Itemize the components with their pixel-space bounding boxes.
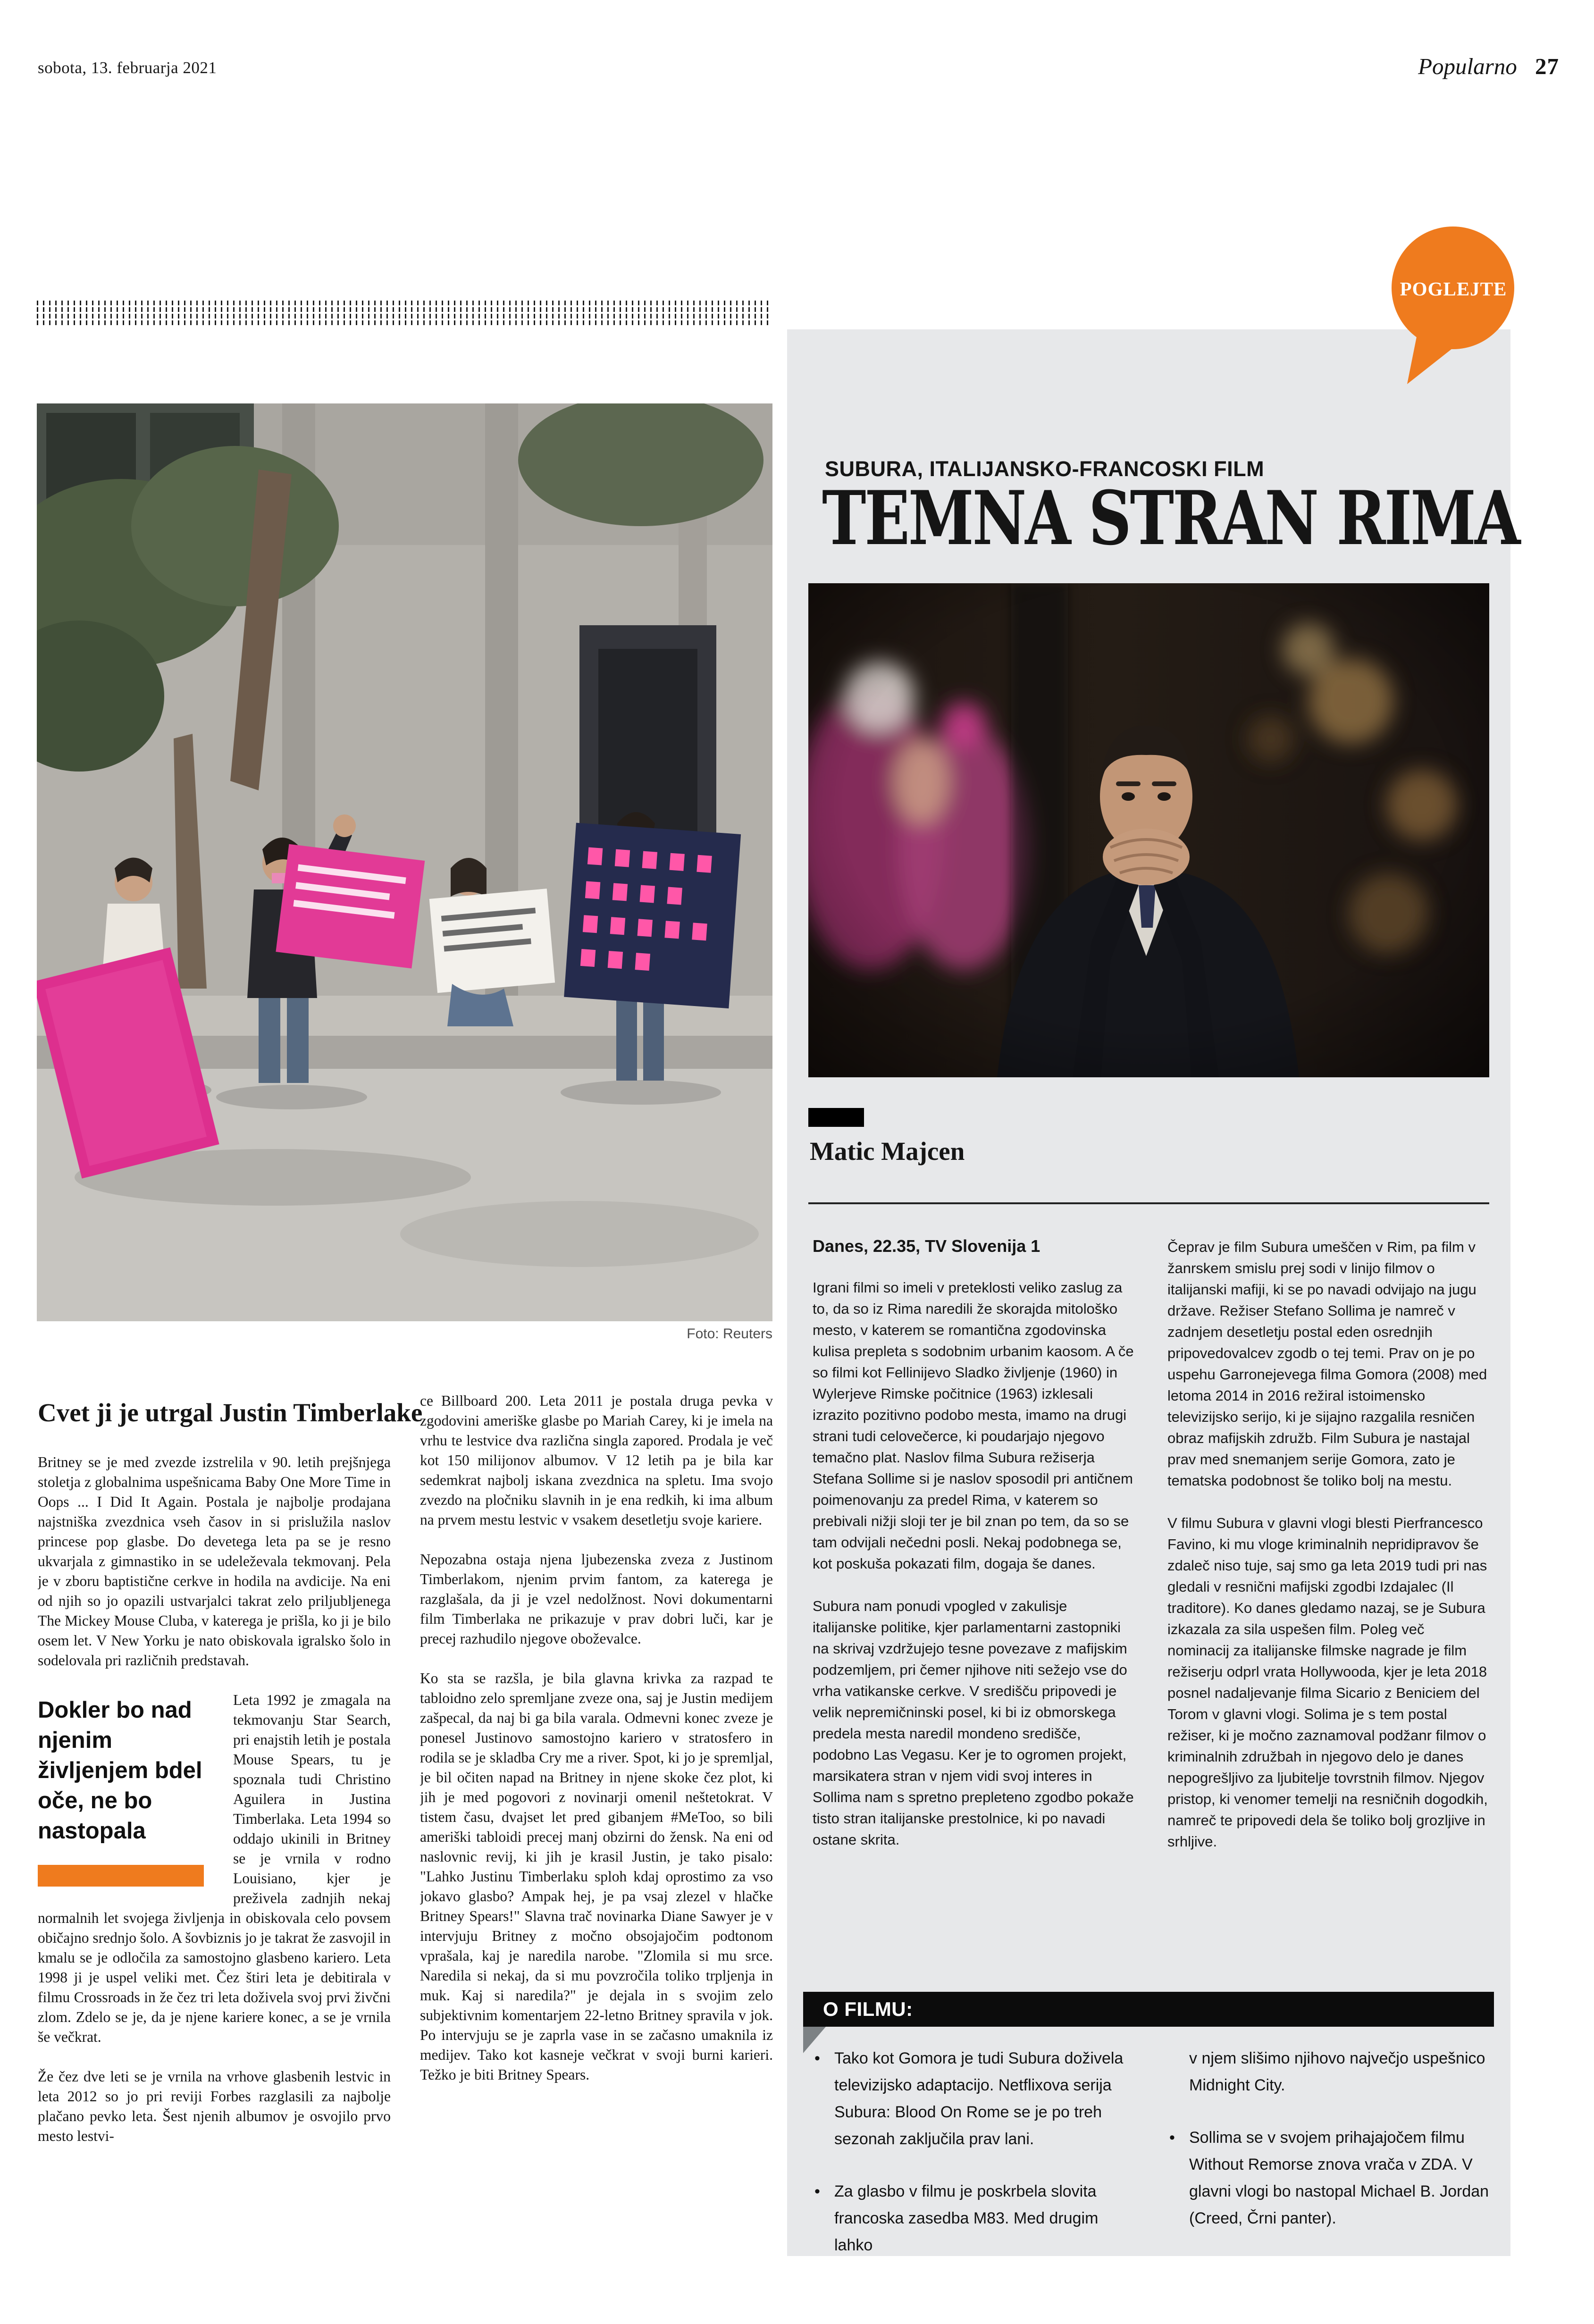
britney-column-1 — [38, 1452, 391, 2302]
about-bullet: • Tako kot Gomora je tudi Subura doživela televizijsko adaptacijo. Netflixova serija Subura: Blood On Rome se je po treh sezonah zaključila prav lani. — [813, 2045, 1140, 2153]
pogledjte-badge — [1388, 225, 1518, 395]
dotted-row — [37, 320, 773, 325]
pull-quote-orange-bar — [38, 1865, 204, 1887]
protest-photo-illustration — [37, 403, 772, 1321]
film-author: Matic Majcen — [810, 1137, 965, 1166]
dotted-row — [37, 307, 773, 312]
film-still-photo — [808, 583, 1489, 1077]
about-film-heading: O FILMU: — [823, 1998, 913, 2020]
film-still-illustration — [808, 583, 1489, 1077]
britney-paragraph-with-quote — [38, 1690, 391, 2047]
film-title: TEMNA STRAN RIMA — [822, 475, 1519, 562]
about-bullet: • Za glasbo v filmu je poskrbela slovita francoska zasedba M83. Med drugim lahko — [813, 2178, 1140, 2259]
britney-paragraph: Že čez dve leti se je vrnila na vrhove glasbenih lestvic in leta 2012 so jo pri reviji Forbes razglasili za najbolje plačano pevko leta. Šest njenih albumov je osvojilo prvo mesto lestvi- — [38, 2068, 391, 2144]
dotted-divider — [37, 301, 773, 327]
film-paragraph: Čeprav je film Subura umeščen v Rim, pa film v žanrskem smislu prej sodi v linijo filmov o italijanski mafiji, ki se po navadi odvijajo na jugu države. Režiser Stefano Sollima je namreč v zadnjem desetletju postal eden osrednjih pripovedovalcev zgodb o tej temi. Prav on je po uspehu Garronejevega filma Gomora (2008) med letoma 2014 in 2016 režiral istoimensko televizijsko serijo, ki je sijajno razgalila resničen obraz mafijskih združb. Film Subura je nastajal prav med snemanjem serije Gomora, zato je tematska podobnost še toliko bolj na mestu. — [1167, 1239, 1487, 1489]
pull-quote-text: Dokler bo nad njenim življenjem bdel oče, ne bo nastopala — [38, 1697, 202, 1844]
tv-schedule: Danes, 22.35, TV Slovenija 1 — [813, 1236, 1040, 1256]
britney-paragraph: Nepozabna ostaja njena ljubezenska zveza z Justinom Timberlakom, njenim prvim fantom, za katerega je razglašala, da ji je vzel nedolžnost. Novi dokumentarni film Timberlaka ne prikazuje v prav dobri luči, kar je precej razhudilo njegove oboževalce. — [420, 1551, 773, 1647]
britney-paragraph: ce Billboard 200. Leta 2011 je postala druga pevka v zgodovini ameriške glasbe po Mariah Carey, ki je imela na vrhu te lestvice dva različna singla zapored. Prodala je več kot 150 milijonov albumov. V 12 letih pa je bila kar sedemkrat najbolj iskana zvezdnica na spletu. Ima svojo zvezdo na pločniku slavnih in je ena redkih, ki ima album na prvem mestu lestvic v vsakem desetletju svoje kariere. — [420, 1393, 773, 1528]
about-bullet: • Sollima se v svojem prihajajočem filmu Without Remorse znova vrača v ZDA. V glavni vlogi bo nastopal Michael B. Jordan (Creed, Črni panter). — [1167, 2124, 1495, 2232]
dotted-row — [37, 301, 773, 305]
about-film-bar — [803, 1992, 1494, 2027]
about-column-2 — [1167, 2045, 1495, 2232]
britney-paragraph-text: Leta 1992 je zmagala na tekmovanju Star Search, pri enajstih letih je postala Mouse Spears, tu je spoznala tudi Christino Aguilera in Justina Timberlaka. Leta 1994 so oddajo ukinili in Britney se je vrnila v rodno Louisiano, kjer je preživela zadnjih nekaj normalnih let svojega življenja in obiskovala celo povsem običajno srednjo šolo. A šovbiznis jo je takrat že zasvojil in kmalu se je odločila za samostojno glasbeno kariero. Leta 1998 ji je uspel veliki met. Čez štiri leta je debitirala v filmu Crossroads in že čez tri leta doživela svoj prvi živčni zlom. Zdelo se je, da je njene kariere konec, a se je vrnila še večkrat. — [38, 1692, 391, 2045]
about-column-1 — [813, 2045, 1140, 2259]
pull-quote-block — [38, 1695, 217, 1887]
film-column-1 — [813, 1236, 1135, 1987]
about-bullet-continuation: v njem slišimo njihovo največjo uspešnico Midnight City. — [1189, 2049, 1485, 2094]
film-paragraph: V filmu Subura v glavni vlogi blesti Pierfrancesco Favino, ki mu vloge kriminalnih nepridipravov še zdaleč niso tuje, saj smo ga leta 2019 tudi pri nas gledali v resnični mafijski zgodbi Izdajalec (Il traditore). Ko danes gledamo nazaj, se je Subura izkazala za sila uspešen film. Poleg več nominacij za italijanske filmske nagrade je film režiserju odprl vrata Hollywooda, kjer je leta 2018 posnel nadaljevanje filma Sicario z Beniciem del Torom v glavni vlogi. Solima je s tem postal režiser, ki je močno zaznamoval podžanr filmov o kriminalnih združbah in njegovo delo je danes nepogrešljivo za ljubitelje tovrstnih filmov. Njegov pristop, ki venomer temelji na resničnih dogodkih, namreč te pripovedi dela še toliko bolj grozljive in srhljive. — [1167, 1515, 1488, 1850]
film-paragraph: Subura nam ponudi vpogled v zakulisje italijanske politike, kjer parlamentarni zastopniki na skrivaj vzdržujejo tesne povezave z mafijskim podzemljem, pri čemer njihove niti sežejo vse do vrha vatikanske cerkve. V središču pripovedi je velik nepremičninski posel, ki bi iz obmorskega predela mesta naredil mondeno središče, podobno Las Vegasu. Ker je to ogromen projekt, marsikatera stran v njem vidi svoj interes in Sollima nam s spretno prepleteno zgodbo pokaže tisto stran italijanske prestolnice, ki po navadi ostane skrita. — [813, 1598, 1134, 1848]
page-date: sobota, 13. februarja 2021 — [38, 59, 217, 77]
section-title: Popularno — [1418, 53, 1517, 79]
britney-paragraph: Ko sta se razšla, je bila glavna krivka za razpad te tabloidno zelo spremljane zveze ona, saj je Justin medijem zašpecal, da naj bi ga bila varala. Odmevni konec zveze je ponesel Justinovo samostojno kariero v stratosfero in rodila se je skladba Cry me a river. Spot, ki jo je spremljal, je bil očiten napad na Britney in njene skoke čez plot, ki jih je med pogovori z novinarji omenil neštetokrat. V tistem času, dvajset let pred gibanjem #MeToo, so bili ameriški tabloidi precej manj obzirni do žensk. Na eni od naslovnic revij, ki jih je krasil Justin, je tako pisalo: "Lahko Justinu Timberlaku sploh kdaj oprostimo za vso jokavo glasbo? Ampak hej, je pa vsaj zlezel v hlačke Britney Spears!" Slavna trač novinarka Diane Sawyer je v intervjuju Britney z močno obsojajočim podtonom vprašala, kaj je naredila narobe. "Zlomila si mu srce. Naredila si nekaj, da si mu povzročila toliko trpljenja in muk. Kaj si naredila?" je dejala in s svojim zelo subjektivnim komentarjem 22-letno Britney spravila v jok. Po intervjuju se je zaprla vase in se začasno umaknila iz medijev. Tako kot kasneje večkrat v svoji burni karieri. Težko je biti Britney Spears. — [420, 1670, 773, 2083]
badge-label: POGLEJTE — [1400, 278, 1507, 300]
speech-bubble-icon — [1388, 225, 1518, 395]
photo-credit: Foto: Reuters — [687, 1326, 772, 1342]
protest-photo — [37, 403, 772, 1321]
film-kicker: SUBURA, ITALIJANSKO-FRANCOSKI FILM — [825, 457, 1265, 481]
britney-column-2 — [420, 1391, 773, 2307]
britney-paragraph: Britney se je med zvezde izstrelila v 90. letih prejšnjega stoletja z globalnima uspešnicama Baby One More Time in Oops ... I Did It Again. Postala je najbolje prodajana najstniška zvezdnica vseh časov in si prislužila naslov princese pop glasbe. Do devetega leta pa se je resno ukvarjala z gimnastiko in se udeleževala tekmovanj. Pela je v zboru baptistične cerkve in hodila na avdicije. Na eni od njih so jo opazili ustvarjalci takrat zelo priljubljenega The Mickey Mouse Cluba, v katerega je prišla, ko ji je bilo osem let. V New Yorku je nato obiskovala igralsko šolo in sodelovala pri različnih predstavah. — [38, 1454, 391, 1669]
masthead — [1418, 53, 1559, 80]
byline-divider — [808, 1202, 1489, 1204]
dotted-row — [37, 314, 773, 319]
britney-headline: Cvet ji je utrgal Justin Timberlake — [38, 1398, 423, 1427]
author-marker-block — [808, 1108, 864, 1127]
page-number: 27 — [1535, 53, 1559, 79]
film-column-2 — [1167, 1236, 1490, 1987]
film-paragraph: Igrani filmi so imeli v preteklosti veliko zaslug za to, da so iz Rima naredili že skorajda mitološko mesto, v katerem se romantična zgodovinska kulisa prepleta s sodobnim urbanim kaosom. A če so filmi kot Fellinijevo Sladko življenje (1960) in Wylerjeve Rimske počitnice (1963) izklesali izrazito pozitivno podobo mesta, imamo na drugi strani tudi celovečerce, ki poudarjajo njegovo temačno plat. Naslov filma Subura režiserja Stefana Sollime si je naslov sposodil pri antičnem poimenovanju za predel Rima, v katerem so prebivali nižji sloji ter je bil znan po tem, da so se tam odvijali nečedni posli. Nekaj podobnega se, kot poskuša pokazati film, dogaja še danes. — [813, 1279, 1134, 1572]
